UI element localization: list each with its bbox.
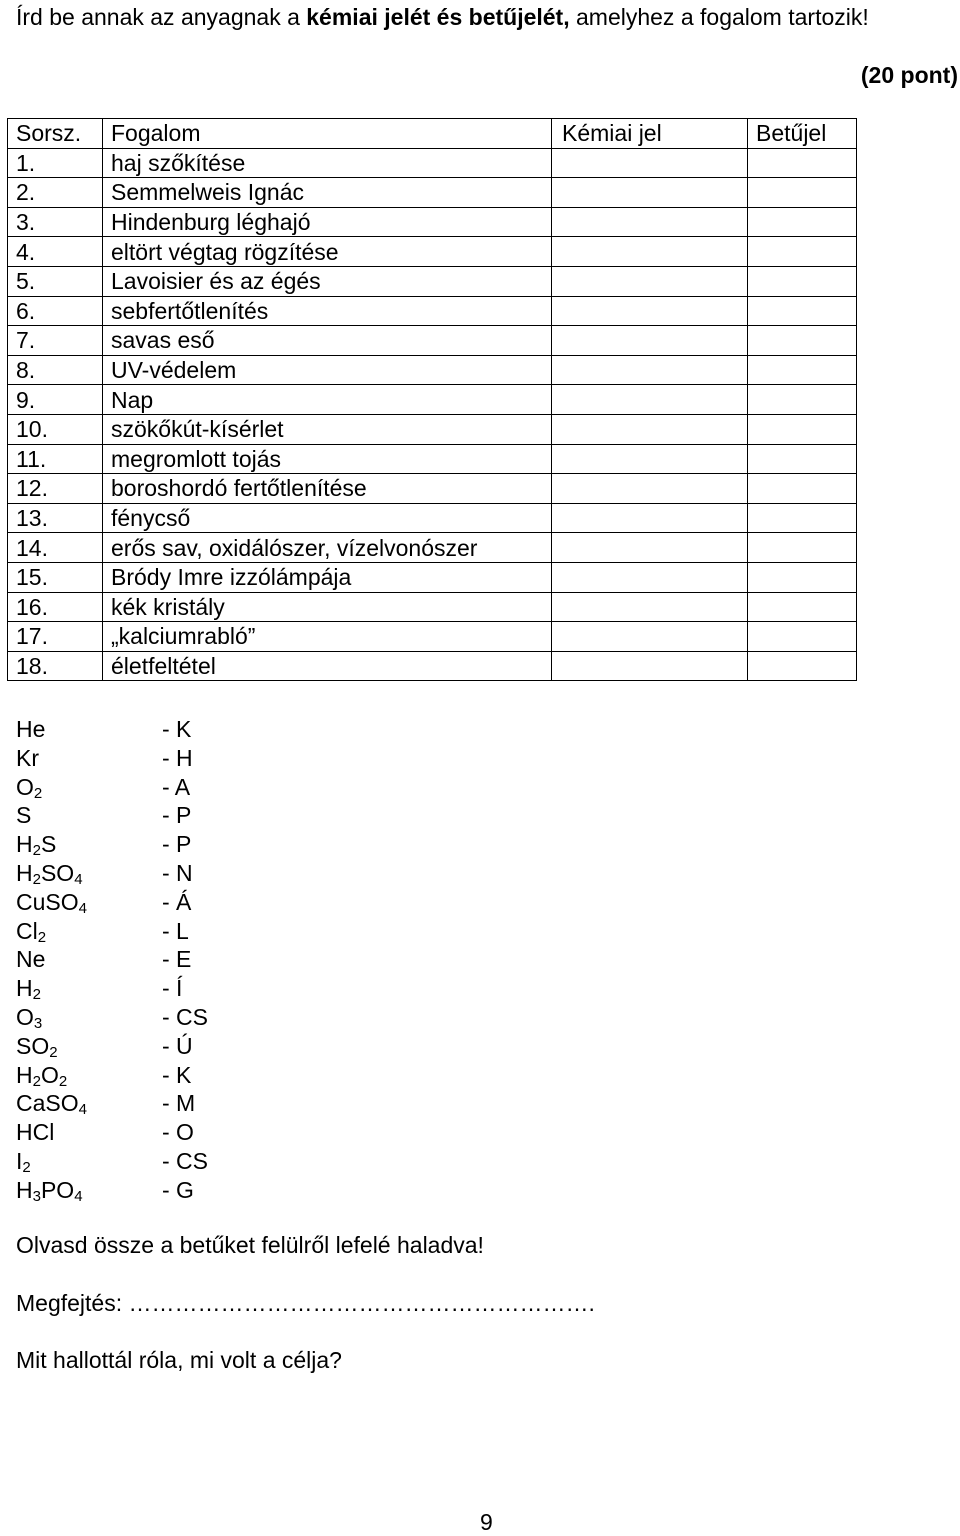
letter-code: - N [162, 859, 193, 886]
letter-code: - M [162, 1090, 196, 1117]
row-number: 15. [8, 562, 103, 592]
row-concept: erős sav, oxidálószer, vízelvonószer [103, 533, 552, 563]
chemical-symbol-cell[interactable] [552, 444, 748, 474]
instruction [16, 4, 869, 31]
letter-cell[interactable] [748, 533, 857, 563]
chemical-formula [16, 715, 45, 743]
row-concept: szökőkút-kísérlet [103, 414, 552, 444]
read-instruction: Olvasd össze a betűket felülről lefelé haladva! [16, 1232, 484, 1258]
letter-code: - K [162, 1061, 192, 1088]
letter-code: - P [162, 802, 192, 829]
formula-part: S [40, 831, 57, 858]
row-concept: „kalciumrabló” [103, 622, 552, 652]
formula-part: 3 [32, 1187, 41, 1205]
solution-line[interactable]: Megfejtés: ……………………………………………………. [16, 1290, 595, 1316]
chemical-symbol-cell[interactable] [552, 592, 748, 622]
table-row [8, 562, 857, 592]
element-row [16, 715, 316, 744]
chemical-symbol-cell[interactable] [552, 622, 748, 652]
formula-part: 2 [32, 1072, 41, 1090]
row-number: 18. [8, 651, 103, 681]
table-header-row [8, 119, 857, 149]
table-row [8, 592, 857, 622]
letter-cell[interactable] [748, 178, 857, 208]
table-header-cell: Sorsz. [8, 119, 103, 149]
chemical-formula [16, 1032, 58, 1060]
letter-code: - O [162, 1119, 194, 1146]
row-concept: UV-védelem [103, 355, 552, 385]
row-concept: fénycső [103, 503, 552, 533]
chemical-symbol-cell[interactable] [552, 533, 748, 563]
table-row [8, 651, 857, 681]
chemical-symbol-cell[interactable] [552, 651, 748, 681]
letter-code: - Í [162, 975, 183, 1002]
table-row [8, 444, 857, 474]
points-label: (20 pont) [860, 62, 958, 88]
element-row [16, 830, 316, 859]
row-number: 11. [8, 444, 103, 474]
chemical-symbol-cell[interactable] [552, 207, 748, 237]
instruction-bold: kémiai jelét és betűjelét, [306, 4, 570, 30]
chemical-symbol-cell[interactable] [552, 474, 748, 504]
letter-cell[interactable] [748, 355, 857, 385]
page-number: 9 [480, 1509, 493, 1535]
chemical-symbol-cell[interactable] [552, 266, 748, 296]
table-row [8, 355, 857, 385]
letter-cell[interactable] [748, 237, 857, 267]
chemical-formula [16, 801, 31, 829]
element-row [16, 1061, 316, 1090]
instruction-text-end: amelyhez a fogalom tartozik! [569, 4, 869, 30]
formula-part: H [16, 831, 33, 858]
question-text: Mit hallottál róla, mi volt a célja? [16, 1347, 342, 1373]
letter-cell[interactable] [748, 326, 857, 356]
table-header-cell: Betűjel [748, 119, 857, 149]
letter-code: - K [162, 716, 192, 742]
formula-part: 2 [33, 784, 43, 802]
element-row [16, 945, 316, 974]
formula-part: 4 [74, 1187, 83, 1205]
letter-cell[interactable] [748, 148, 857, 178]
row-number: 6. [8, 296, 103, 326]
chemical-formula [16, 1118, 54, 1146]
formula-part: SO [16, 1032, 50, 1059]
element-row [16, 1176, 316, 1205]
chemical-formula [16, 1003, 42, 1031]
element-list [16, 715, 316, 1205]
row-number: 5. [8, 266, 103, 296]
letter-code: - A [162, 773, 191, 800]
letter-code: - G [162, 1176, 194, 1203]
table-row [8, 533, 857, 563]
formula-part: 2 [58, 1072, 68, 1090]
letter-cell[interactable] [748, 651, 857, 681]
formula-part: He [16, 716, 46, 742]
row-concept: életfeltétel [103, 651, 552, 681]
row-concept: boroshordó fertőtlenítése [103, 474, 552, 504]
letter-cell[interactable] [748, 592, 857, 622]
letter-cell[interactable] [748, 622, 857, 652]
table-row [8, 503, 857, 533]
element-row [16, 1147, 316, 1176]
row-concept: megromlott tojás [103, 444, 552, 474]
chemical-formula [16, 830, 56, 858]
chemical-symbol-cell[interactable] [552, 178, 748, 208]
row-number: 9. [8, 385, 103, 415]
element-row [16, 801, 316, 830]
formula-part: I [16, 1147, 23, 1174]
concept-table [7, 118, 857, 681]
instruction-text: Írd be annak az anyagnak a [16, 4, 307, 30]
formula-part: H [16, 975, 33, 1002]
letter-cell[interactable] [748, 296, 857, 326]
row-concept: eltört végtag rögzítése [103, 237, 552, 267]
formula-part: O [16, 773, 34, 800]
row-concept: kék kristály [103, 592, 552, 622]
row-concept: Bródy Imre izzólámpája [103, 562, 552, 592]
row-concept: Lavoisier és az égés [103, 266, 552, 296]
formula-part: 4 [78, 1101, 87, 1119]
formula-part: 2 [37, 928, 47, 946]
letter-cell[interactable] [748, 562, 857, 592]
formula-part: S [16, 802, 32, 829]
table-row [8, 207, 857, 237]
row-concept: Hindenburg léghajó [103, 207, 552, 237]
letter-cell[interactable] [748, 444, 857, 474]
letter-code: - P [162, 831, 192, 858]
letter-code: - L [162, 917, 189, 944]
letter-code: - CS [162, 1147, 208, 1174]
chemical-formula [16, 888, 87, 916]
formula-part: CaSO [16, 1090, 79, 1117]
formula-part: H [16, 859, 33, 886]
formula-part: 3 [33, 1014, 43, 1032]
formula-part: 4 [78, 899, 87, 917]
element-row [16, 859, 316, 888]
row-number: 1. [8, 148, 103, 178]
table-row [8, 178, 857, 208]
chemical-formula [16, 744, 39, 772]
chemical-symbol-cell[interactable] [552, 296, 748, 326]
letter-cell[interactable] [748, 385, 857, 415]
chemical-formula [16, 1147, 31, 1175]
chemical-formula [16, 974, 41, 1002]
chemical-symbol-cell[interactable] [552, 385, 748, 415]
chemical-formula [16, 1061, 67, 1089]
chemical-symbol-cell[interactable] [552, 326, 748, 356]
row-number: 8. [8, 355, 103, 385]
letter-code: - CS [162, 1003, 208, 1030]
row-number: 12. [8, 474, 103, 504]
formula-part: HCl [16, 1119, 55, 1146]
chemical-symbol-cell[interactable] [552, 148, 748, 178]
formula-part: O [16, 1003, 34, 1030]
formula-part: 4 [74, 870, 83, 888]
formula-part: 2 [32, 842, 41, 860]
row-number: 16. [8, 592, 103, 622]
formula-part: 2 [49, 1043, 58, 1061]
chemical-formula [16, 945, 45, 973]
letter-cell[interactable] [748, 474, 857, 504]
letter-cell[interactable] [748, 207, 857, 237]
table-row [8, 266, 857, 296]
letter-code: - H [162, 744, 193, 771]
row-number: 4. [8, 237, 103, 267]
row-number: 2. [8, 178, 103, 208]
table-header-cell: Fogalom [103, 119, 552, 149]
row-concept: Nap [103, 385, 552, 415]
letter-cell[interactable] [748, 503, 857, 533]
formula-part: H [16, 1061, 33, 1088]
chemical-symbol-cell[interactable] [552, 414, 748, 444]
element-row [16, 888, 316, 917]
letter-cell[interactable] [748, 414, 857, 444]
chemical-formula [16, 917, 46, 945]
row-number: 10. [8, 414, 103, 444]
formula-part: O [40, 1061, 59, 1088]
element-row [16, 974, 316, 1003]
formula-part: Cl [16, 917, 38, 944]
formula-part: 2 [22, 1158, 31, 1176]
table-row [8, 326, 857, 356]
row-number: 7. [8, 326, 103, 356]
formula-part: Kr [16, 744, 39, 771]
letter-code: - Á [162, 888, 192, 915]
row-concept: Semmelweis Ignác [103, 178, 552, 208]
row-concept: savas eső [103, 326, 552, 356]
chemical-symbol-cell[interactable] [552, 237, 748, 267]
formula-part: CuSO [16, 888, 79, 915]
table-row [8, 385, 857, 415]
chemical-formula [16, 1089, 87, 1117]
element-row [16, 744, 316, 773]
table-row [8, 296, 857, 326]
element-row [16, 1118, 316, 1147]
row-number: 13. [8, 503, 103, 533]
element-row [16, 917, 316, 946]
row-number: 3. [8, 207, 103, 237]
element-row [16, 773, 316, 802]
element-row [16, 1089, 316, 1118]
chemical-formula [16, 1176, 83, 1204]
table-row [8, 474, 857, 504]
row-concept: haj szőkítése [103, 148, 552, 178]
element-row [16, 1032, 316, 1061]
formula-part: Ne [16, 946, 46, 973]
chemical-formula [16, 773, 42, 801]
formula-part: PO [40, 1176, 75, 1203]
chemical-symbol-cell[interactable] [552, 355, 748, 385]
row-number: 14. [8, 533, 103, 563]
formula-part: H [16, 1176, 33, 1203]
letter-code: - Ú [162, 1032, 193, 1059]
chemical-symbol-cell[interactable] [552, 562, 748, 592]
chemical-symbol-cell[interactable] [552, 503, 748, 533]
formula-part: 2 [32, 870, 41, 888]
table-row [8, 148, 857, 178]
letter-code: - E [162, 946, 192, 973]
element-row [16, 1003, 316, 1032]
chemical-formula [16, 859, 83, 887]
table-row [8, 622, 857, 652]
table-header-cell: Kémiai jel [552, 119, 748, 149]
row-concept: sebfertőtlenítés [103, 296, 552, 326]
row-number: 17. [8, 622, 103, 652]
formula-part: 2 [32, 986, 41, 1004]
table-row [8, 237, 857, 267]
table-row [8, 414, 857, 444]
formula-part: SO [40, 859, 75, 886]
letter-cell[interactable] [748, 266, 857, 296]
